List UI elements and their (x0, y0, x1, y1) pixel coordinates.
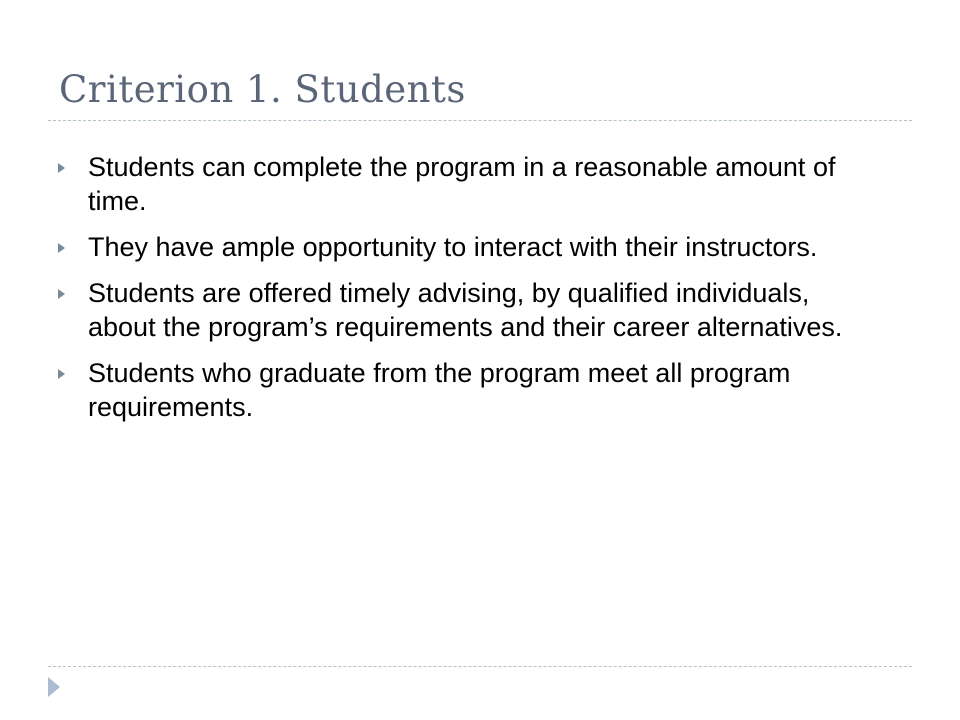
triangle-bullet-icon (58, 289, 65, 299)
bullet-item (58, 356, 878, 424)
bullet-item (58, 230, 878, 264)
triangle-bullet-icon (58, 369, 65, 379)
title-divider (48, 120, 912, 121)
bullet-text: They have ample opportunity to interact with their instructors. (88, 232, 818, 262)
footer-divider (48, 666, 912, 667)
triangle-bullet-icon (58, 163, 65, 173)
bullet-text: Students who graduate from the program meet all program requirements. (88, 358, 791, 422)
bullet-text: Students can complete the program in a reasonable amount of time. (88, 152, 836, 216)
bullet-item (58, 150, 878, 218)
triangle-footer-icon (48, 677, 60, 697)
bullet-list (58, 150, 878, 436)
slide-title: Criterion 1. Students (59, 68, 466, 111)
bullet-item (58, 276, 878, 344)
bullet-text: Students are offered timely advising, by qualified individuals, about the program’s requirements and their career alternatives. (88, 278, 843, 342)
triangle-bullet-icon (58, 243, 65, 253)
